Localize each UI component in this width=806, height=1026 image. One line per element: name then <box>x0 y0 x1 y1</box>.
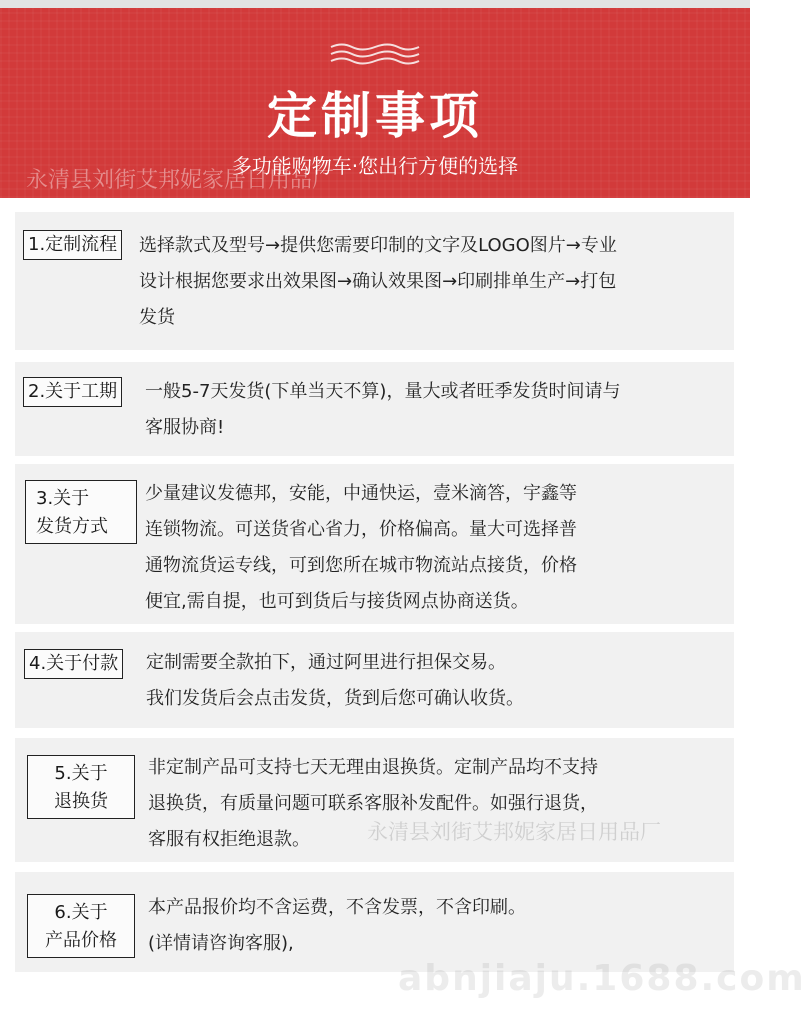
section-body: 一般5-7天发货(下单当天不算)，量大或者旺季发货时间请与 客服协商! <box>145 381 621 438</box>
section-label: 5.关于 退换货 <box>27 755 135 819</box>
page-title: 定制事项 <box>267 87 483 145</box>
section-body: 定制需要全款拍下，通过阿里进行担保交易。 我们发货后会点击发货，货到后您可确认收货。 <box>146 652 524 709</box>
section-label: 6.关于 产品价格 <box>27 894 135 958</box>
section-label: 4.关于付款 <box>24 649 123 679</box>
header-top-divider <box>0 0 750 8</box>
section-label: 1.定制流程 <box>23 230 122 260</box>
wave-icon <box>329 42 421 68</box>
section-card-lead-time <box>15 362 734 456</box>
section-card-payment <box>15 632 734 728</box>
header-banner <box>0 0 750 198</box>
section-card-pricing <box>15 872 734 972</box>
section-card-process <box>15 212 734 350</box>
section-body: 少量建议发德邦，安能，中通快运，壹米滴答，宇鑫等 连锁物流。可送货省心省力，价格偏高。量大可选择普 通物流货运专线，可到您所在城市物流站点接货，价格 便宜,需自提，也可到货后与接货网点协商送货。 <box>145 483 577 612</box>
inline-watermark: 永清县刘街艾邦妮家居日用品厂 <box>367 820 661 844</box>
header-watermark: 永清县刘街艾邦妮家居日用品厂 <box>26 168 335 193</box>
section-label: 3.关于 发货方式 <box>25 480 137 544</box>
page-subtitle: 多功能购物车·您出行方便的选择 <box>231 154 519 178</box>
section-label: 2.关于工期 <box>23 377 122 407</box>
section-card-returns <box>15 738 734 862</box>
section-body: 非定制产品可支持七天无理由退换货。定制产品均不支持 退换货，有质量问题可联系客服补发配件。如强行退货， 客服有权拒绝退款。 <box>148 757 598 850</box>
section-body: 选择款式及型号→提供您需要印制的文字及LOGO图片→专业 设计根据您要求出效果图→确认效果图→印刷排单生产→打包 发货 <box>139 235 617 328</box>
url-watermark: abnjiaju.1688.com <box>398 958 806 999</box>
section-body: 本产品报价均不含运费，不含发票，不含印刷。 (详情请咨询客服), <box>148 897 526 954</box>
section-card-shipping <box>15 464 734 624</box>
